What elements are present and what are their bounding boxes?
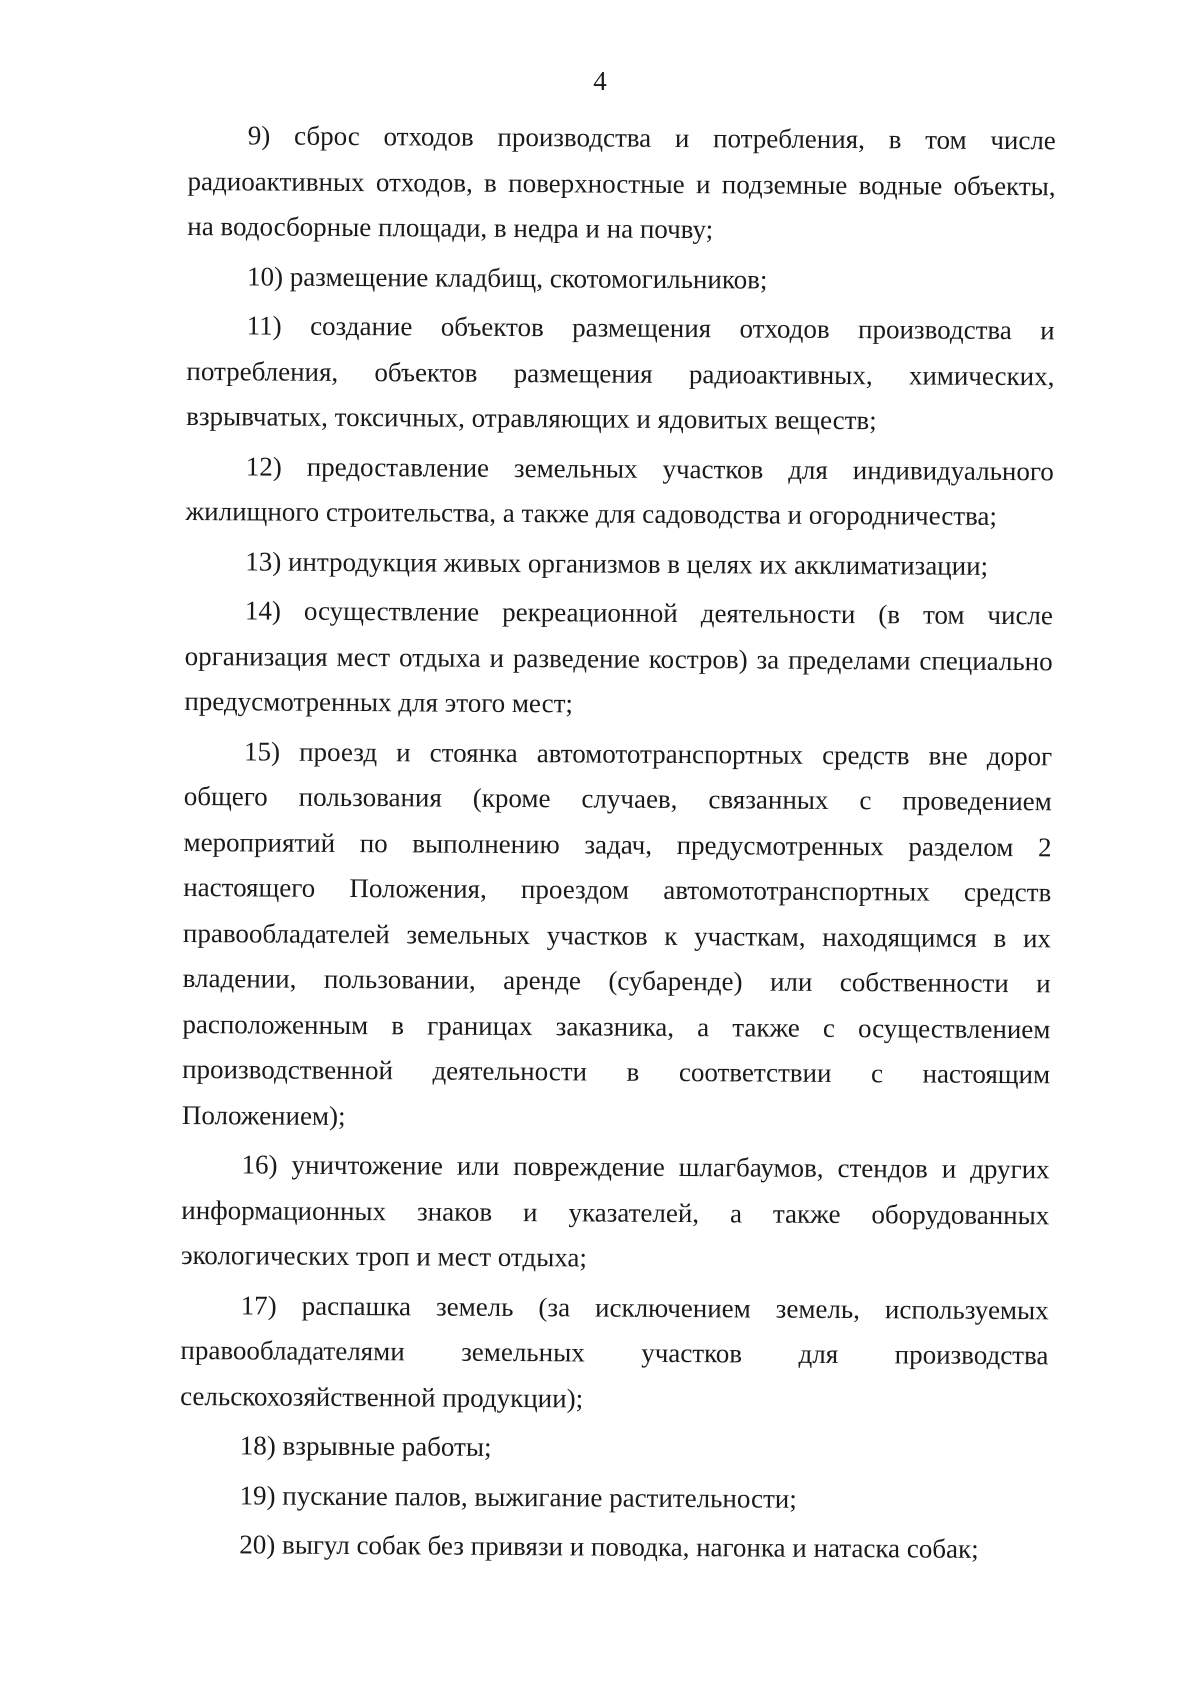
- page-number: 4: [593, 66, 607, 96]
- item-text: выгул собак без привязи и поводка, нагонка и натаска собак;: [281, 1529, 979, 1564]
- list-item: [187, 253, 1055, 304]
- list-item: [185, 443, 1054, 539]
- item-number: 19): [239, 1479, 276, 1511]
- list-item: [180, 1423, 1048, 1474]
- item-number: 12): [245, 450, 282, 482]
- item-number: 14): [244, 595, 282, 626]
- item-text: уничтожение или повреждение шлагбаумов, стендов и других информационных знаков и указателей, а также оборудованных экологических троп и мест отдыха;: [180, 1149, 1050, 1273]
- item-text: создание объектов размещения отходов производства и потребления, объектов размещения радиоактивных, химических, взрывчатых, токсичных, отравляющих и ядовитых веществ;: [186, 310, 1055, 436]
- item-number: 15): [244, 735, 281, 767]
- list-item: [187, 113, 1056, 255]
- list-item: [184, 588, 1053, 730]
- item-text: интродукция живых организмов в целях их акклиматизации;: [287, 546, 989, 581]
- item-number: 20): [239, 1529, 276, 1560]
- item-text: сброс отходов производства и потребления, в том числе радиоактивных отходов, в поверхностные и подземные водные объекты, на водосборные площади, в недра и на почву;: [187, 120, 1056, 245]
- item-text: распашка земель (за исключением земель, используемых правообладателями земельных участков для производства сельскохозяйственной продукции);: [180, 1290, 1049, 1413]
- list-item: [179, 1472, 1047, 1523]
- item-number: 18): [239, 1430, 276, 1461]
- item-text: проезд и стоянка автомототранспортных средств вне дорог общего пользования (кроме случаев, связанных с проведением мероприятий по выполнению задач, предусмотренных разделом 2 настоящего Положения, проездом автомототранспортных средств правообладателей земельных участков к участкам, находящимся в их владении, пользовании, аренде (субаренде) или собственности и расположенным в границах заказника, а также с осуществлением производственной деятельности в соответствии с настоящим Положением);: [181, 736, 1053, 1131]
- item-text: предоставление земельных участков для индивидуального жилищного строительства, а также для садоводства и огородничества;: [185, 451, 1054, 531]
- item-number: 17): [240, 1289, 277, 1321]
- document-body: [179, 113, 1056, 1577]
- item-text: взрывные работы;: [282, 1430, 492, 1462]
- item-number: 9): [247, 120, 271, 151]
- list-item: [185, 538, 1053, 589]
- item-number: 11): [246, 310, 282, 341]
- list-item: [186, 303, 1055, 445]
- item-text: осуществление рекреационной деятельности (в том числе организация мест отдыха и разведение костров) за пределами специально предусмотренных для этого мест;: [184, 595, 1054, 719]
- item-number: 16): [241, 1149, 278, 1180]
- item-text: размещение кладбищ, скотомогильников;: [289, 261, 768, 295]
- list-item: [182, 728, 1052, 1143]
- list-item: [179, 1522, 1047, 1573]
- list-item: [180, 1282, 1049, 1424]
- list-item: [181, 1142, 1050, 1284]
- item-number: 10): [246, 260, 284, 292]
- item-text: пускание палов, выжигание растительности;: [282, 1480, 797, 1514]
- item-number: 13): [245, 545, 282, 577]
